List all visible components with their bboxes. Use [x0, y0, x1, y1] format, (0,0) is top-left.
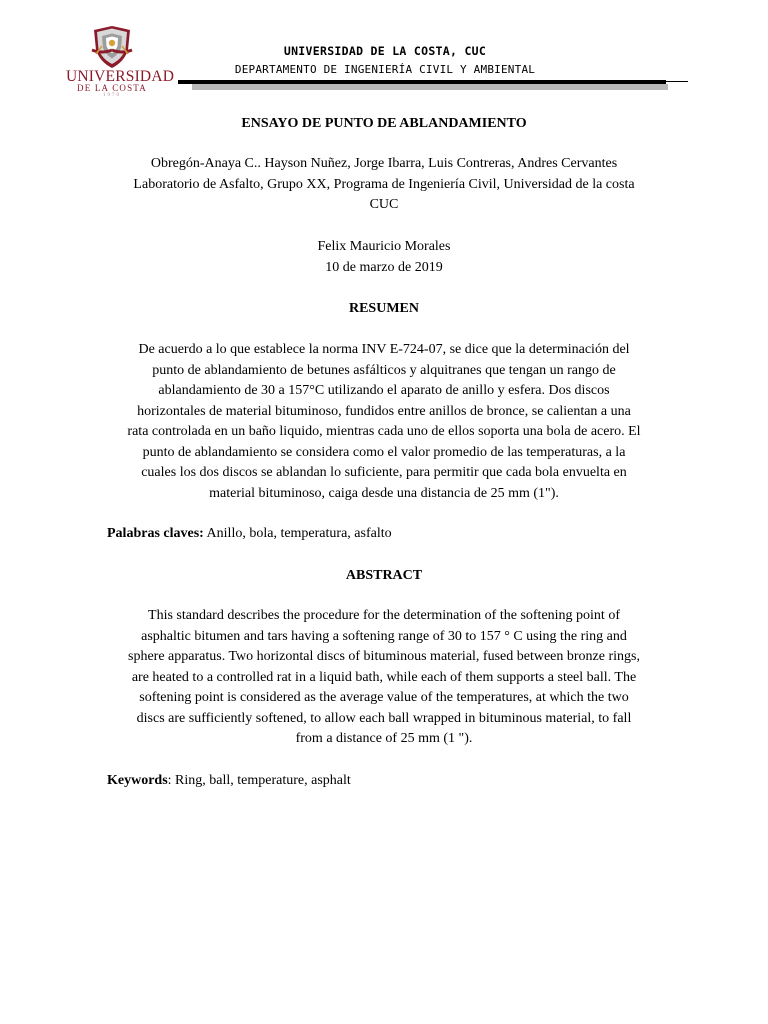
date: 10 de marzo de 2019	[325, 260, 443, 275]
logo-text-year: 1970	[103, 93, 121, 98]
abstract-heading: ABSTRACT	[345, 568, 423, 583]
abstract-line: softening point is considered as the average value of the temperatures, at which the two	[139, 690, 629, 705]
abstract-line: discs are sufficiently softened, to allow each ball wrapped in bituminous material, to fall	[136, 710, 632, 726]
abstract-line: sphere apparatus. Two horizontal discs of bituminous material, fused between bronze rings,	[128, 649, 640, 664]
resumen-line: punto de ablandamiento de betunes asfálticos y alquitranes que tengan un rango de	[152, 362, 616, 378]
abstract-line: from a distance of 25 mm (1 ").	[295, 731, 473, 746]
resumen-line: material bituminoso, caiga desde una distancia de 25 mm (1").	[209, 485, 559, 501]
resumen-line: cuales los dos discos se ablandan lo suficiente, para permitir que cada bola envuelta en	[141, 465, 627, 480]
resumen-line: De acuerdo a lo que establece la norma INV E-724-07, se dice que la determinación del	[138, 342, 630, 357]
header-rule	[178, 80, 666, 84]
professor: Felix Mauricio Morales	[317, 239, 451, 254]
resumen-line: ablandamiento de 30 a 157°C utilizando el aparato de anillo y esfera. Dos discos	[158, 383, 610, 398]
logo-text-de-la-costa: DE LA COSTA	[77, 83, 147, 93]
abstract-line: This standard describes the procedure for the determination of the softening point of	[148, 608, 620, 623]
keywords-value: : Ring, ball, temperature, asphalt	[167, 773, 351, 788]
resumen-body	[104, 340, 664, 504]
university-shield-icon	[66, 24, 158, 70]
header-department: DEPARTAMENTO DE INGENIERÍA CIVIL Y AMBIENTAL	[234, 63, 536, 76]
header-university: UNIVERSIDAD DE LA COSTA, CUC	[283, 44, 487, 58]
abstract-line: asphaltic bitumen and tars having a softening range of 30 to 157 ° C using the ring and	[141, 628, 627, 644]
affiliation-2: CUC	[369, 197, 399, 212]
palabras-claves-value: Anillo, bola, temperatura, asfalto	[203, 526, 392, 541]
authors: Obregón-Anaya C.. Hayson Nuñez, Jorge Ibarra, Luis Contreras, Andres Cervantes	[150, 156, 618, 171]
logo-text-universidad: UNIVERSIDAD	[66, 68, 175, 85]
keywords	[107, 771, 667, 791]
abstract-body	[104, 606, 664, 750]
palabras-claves-label: Palabras claves:	[107, 526, 204, 541]
header-rule-extension	[666, 81, 688, 82]
header-rule-shadow	[192, 84, 668, 90]
university-logo	[66, 24, 175, 100]
keywords-label: Keywords	[107, 773, 168, 788]
affiliation: Laboratorio de Asfalto, Grupo XX, Programa de Ingeniería Civil, Universidad de la costa	[133, 177, 635, 192]
resumen-line: horizontales de material bituminoso, fundidos entre anillos de bronce, se calientan a una	[137, 403, 631, 419]
resumen-line: rata controlada en un baño liquido, mientras cada uno de ellos soporta una bola de acero. El	[127, 424, 641, 439]
resumen-line: punto de ablandamiento se considera como el valor promedio de las temperaturas, a la	[142, 444, 626, 460]
document-title: ENSAYO DE PUNTO DE ABLANDAMIENTO	[241, 116, 527, 131]
abstract-line: are heated to a controlled rat in a liquid bath, while each of them supports a steel ball. The	[131, 669, 637, 685]
palabras-claves	[107, 524, 667, 544]
resumen-heading: RESUMEN	[348, 301, 419, 316]
